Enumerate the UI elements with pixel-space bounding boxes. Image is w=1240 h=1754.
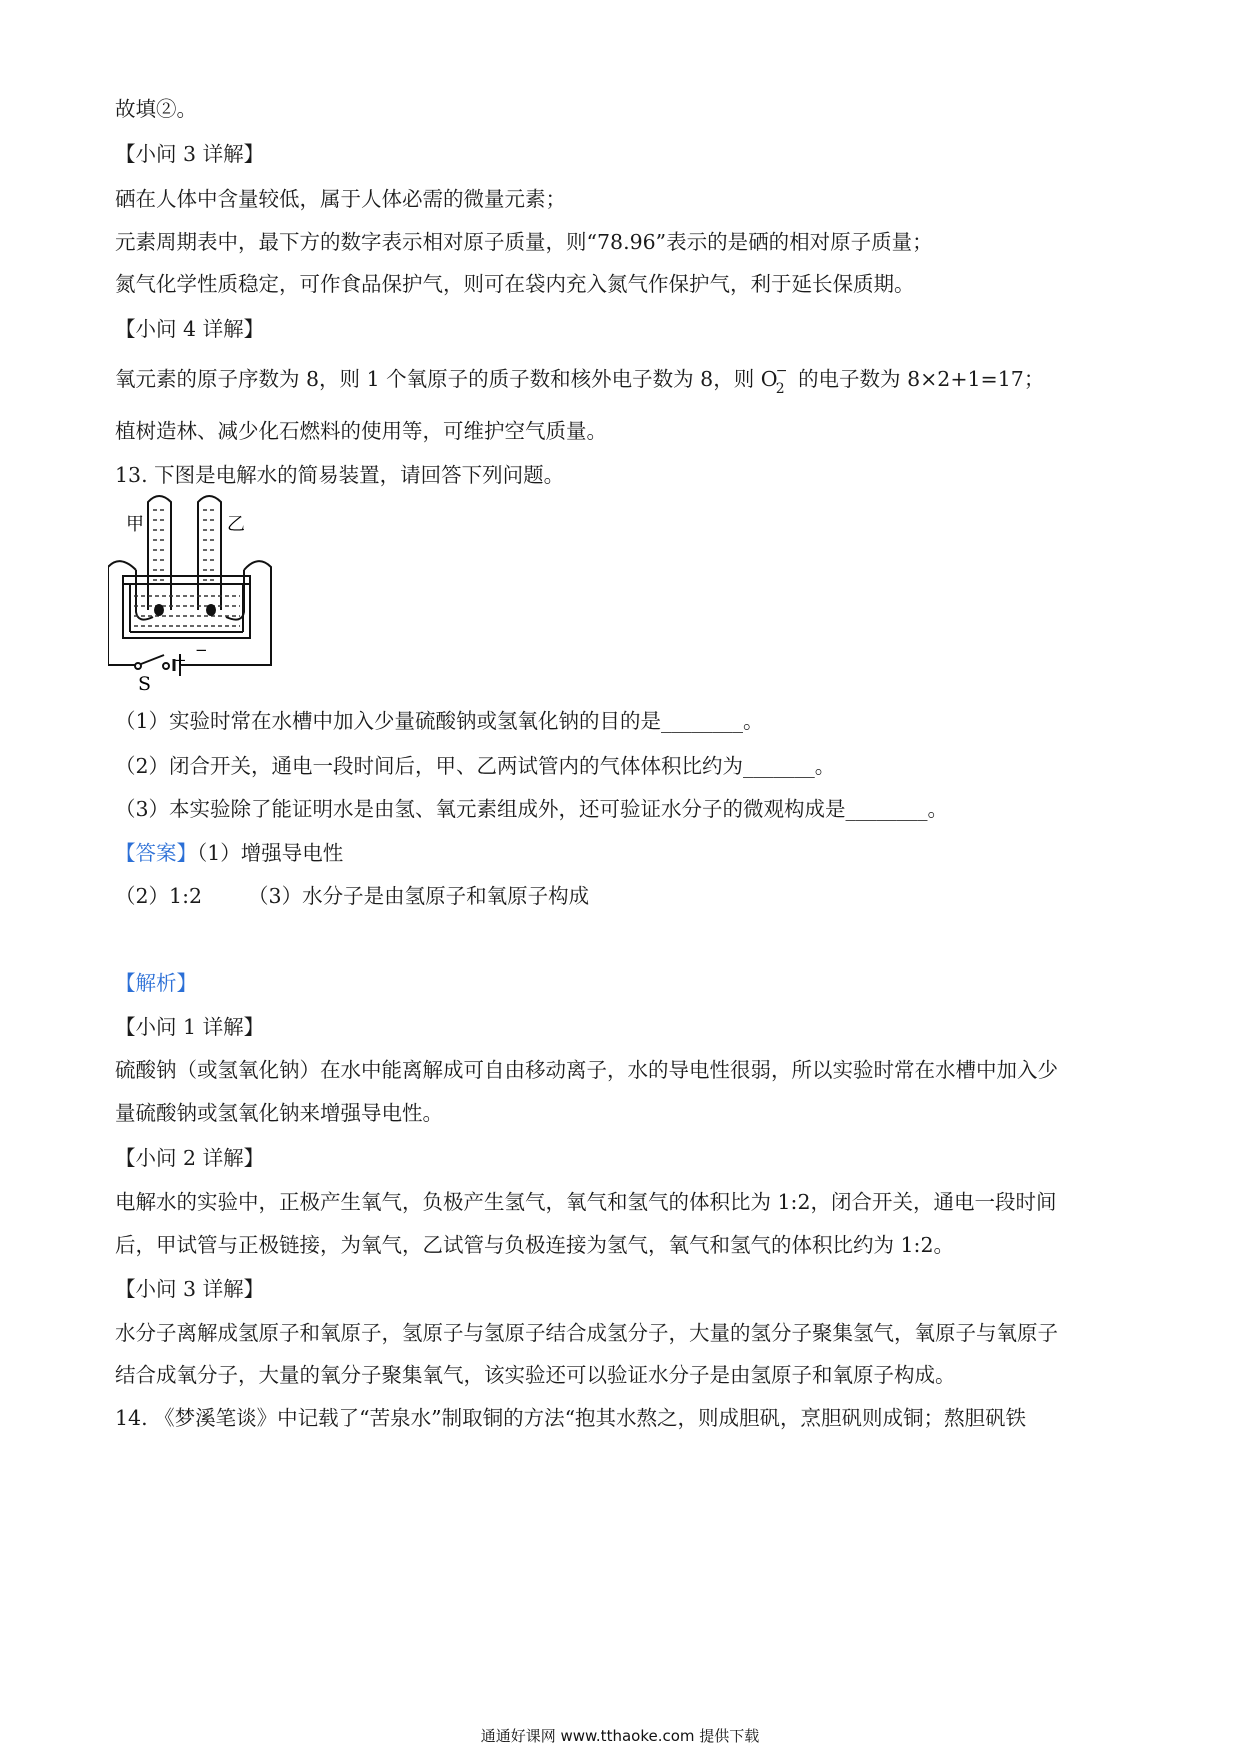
switch-label: S [138,673,152,695]
answer-text: （3）水分子是由氢原子和氧原子构成 [248,884,590,908]
text-line: 硫酸钠（或氢氧化钠）在水中能离解成可自由移动离子，水的导电性很弱，所以实验时常在水槽中加入少 [115,1058,1058,1082]
text-line: 水分子离解成氢原子和氧原子，氢原子与氢原子结合成氢分子，大量的氢分子聚集氢气，氧原子与氧原子 [115,1321,1058,1345]
question-stem: 14. 《梦溪笔谈》中记载了“苦泉水”制取铜的方法“抱其水熬之，则成胆矾，烹胆矾则成铜；熬胆矾铁 [115,1406,1027,1430]
answer-text: （1）增强导电性 [197,841,344,865]
text-line: 后，甲试管与正极链接，为氧气，乙试管与负极连接为氢气，氧气和氢气的体积比约为 1:2。 [115,1233,955,1257]
section-heading: 【小问 4 详解】 [115,317,265,341]
text-line: 氮气化学性质稳定，可作食品保护气，则可在袋内充入氮气作保护气，利于延长保质期。 [115,272,915,296]
text-line: 量硫酸钠或氢氧化钠来增强导电性。 [115,1101,443,1125]
text-segment: 的电子数为 8×2+1=17； [798,367,1045,391]
text-line-with-formula [115,363,1045,397]
section-heading: 【小问 3 详解】 [115,142,265,166]
sub-question: （3）本实验除了能证明水是由氢、氧元素组成外，还可验证水分子的微观构成是________。 [115,797,949,821]
text-line: 硒在人体中含量较低，属于人体必需的微量元素； [115,187,566,211]
text-line: 结合成氧分子，大量的氧分子聚集氧气，该实验还可以验证水分子是由氢原子和氧原子构成。 [115,1363,956,1387]
section-heading: 【小问 2 详解】 [115,1146,265,1170]
text-line: 元素周期表中，最下方的数字表示相对原子质量，则“78.96”表示的是硒的相对原子质量； [115,230,933,254]
negative-terminal-label: − [195,641,208,659]
question-stem: 13. 下图是电解水的简易装置，请回答下列问题。 [115,463,565,487]
page-footer: 通通好课网 www.tthaoke.com 提供下载 [480,1727,760,1745]
positive-terminal-label: + [174,651,187,669]
answer-line [115,840,343,866]
formula-superscript: − [775,363,788,379]
text-line: 电解水的实验中，正极产生氧气，负极产生氢气，氧气和氢气的体积比为 1:2，闭合开关，通电一段时间 [115,1190,1057,1214]
tube-label-left: 甲 [126,514,144,535]
text-line: 故填②。 [115,97,197,121]
text-line: 植树造林、减少化石燃料的使用等，可维护空气质量。 [115,419,607,443]
answer-text: （2）1:2 [115,884,203,908]
text-segment: 氧元素的原子序数为 8，则 1 个氧原子的质子数和核外电子数为 8，则 [115,367,761,391]
formula-base: O [760,367,778,391]
answer-tag: 【答案】 [115,841,197,865]
section-heading: 【小问 3 详解】 [115,1277,265,1301]
analysis-tag: 【解析】 [115,971,197,995]
electrolysis-apparatus-figure [108,492,308,697]
answer-line [115,883,589,909]
formula-subscript: 2 [775,381,785,397]
superoxide-formula [760,363,792,397]
section-heading: 【小问 1 详解】 [115,1015,265,1039]
sub-question: （2）闭合开关，通电一段时间后，甲、乙两试管内的气体体积比约为_______。 [115,754,836,778]
tube-label-right: 乙 [227,514,245,535]
sub-question: （1）实验时常在水槽中加入少量硫酸钠或氢氧化钠的目的是________。 [115,709,764,733]
